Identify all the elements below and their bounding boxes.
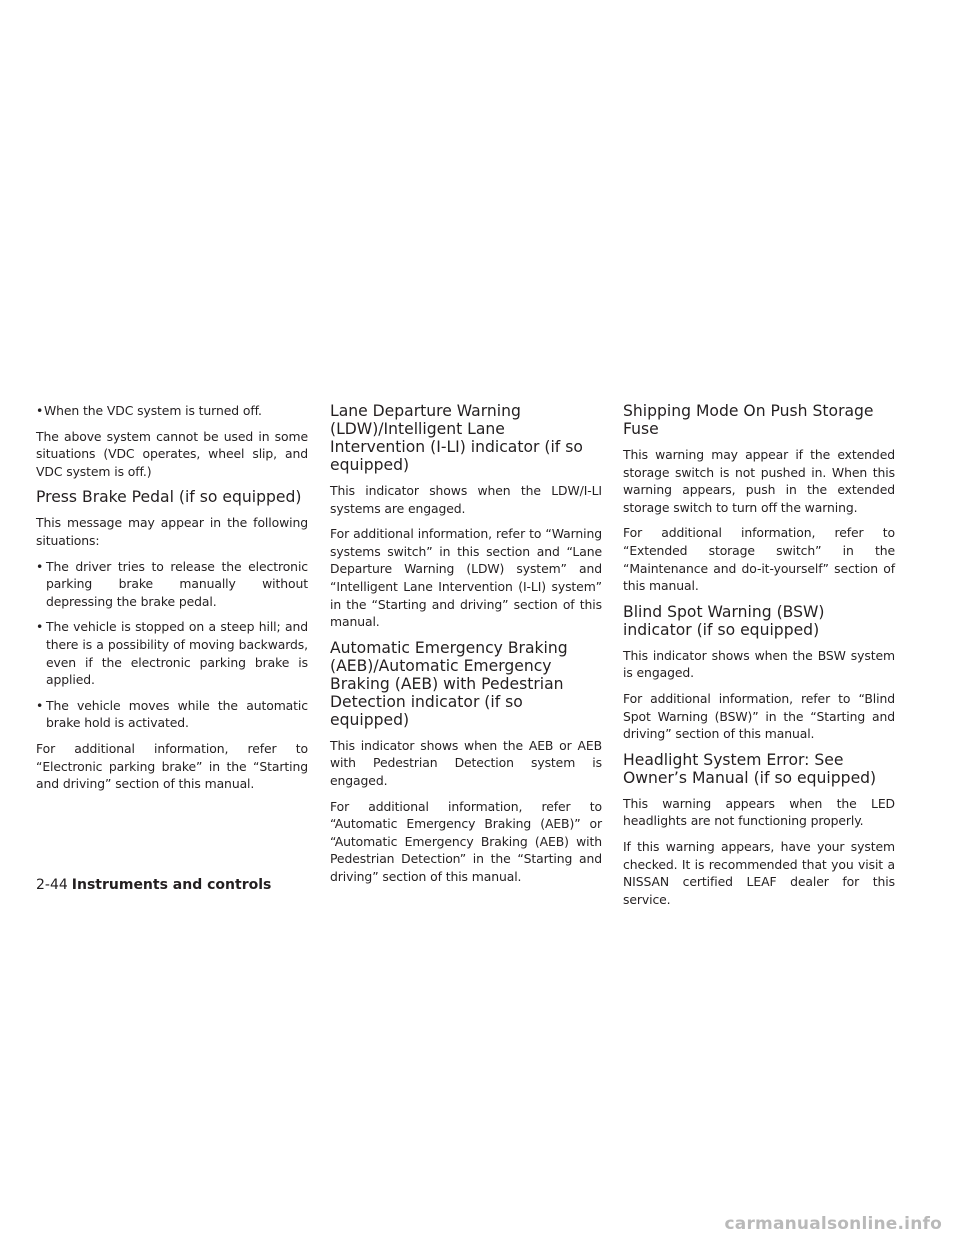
paragraph-system-unavailable: The above system cannot be used in some situations (VDC operates, wheel slip, and VDC system is off.) <box>36 428 308 479</box>
paragraph-bsw-engaged: This indicator shows when the BSW system is engaged. <box>623 647 895 681</box>
heading-ldw-ili-indicator: Lane Departure Warning (LDW)/Intelligent Lane Intervention (I-LI) indicator (if so equipped) <box>330 402 583 474</box>
paragraph-refer-warning-systems: For additional information, refer to “Warning systems switch” in this section and “Lane Departure Warning (LDW) system” and “Intelligent Lane Intervention (I-LI) system” in the “Starting and driving” section of this manual. <box>330 526 602 630</box>
column-right <box>623 402 895 916</box>
heading-bsw-indicator: Blind Spot Warning (BSW) indicator (if so equipped) <box>623 602 825 639</box>
paragraph-refer-parking-brake: For additional information, refer to “Electronic parking brake” in the “Starting and driving” section of this manual. <box>36 740 308 792</box>
watermark: carmanualsonline.info <box>724 1214 942 1234</box>
heading-headlight-error: Headlight System Error: See Owner’s Manual (if so equipped) <box>623 750 877 787</box>
heading-shipping-mode: Shipping Mode On Push Storage Fuse <box>623 402 874 438</box>
page-footer <box>36 876 271 894</box>
paragraph-refer-aeb: For additional information, refer to “Automatic Emergency Braking (AEB)” or “Automatic Emergency Braking (AEB) with Pedestrian Detection” in the “Starting and driving” section of this manual. <box>330 798 602 884</box>
paragraph-visit-dealer: If this warning appears, have your system checked. It is recommended that you visit a NISSAN certified LEAF dealer for this service. <box>623 838 895 907</box>
paragraph-refer-bsw: For additional information, refer to “Blind Spot Warning (BSW)” in the “Starting and driving” section of this manual. <box>623 690 895 742</box>
page-number: 2-44 <box>36 877 68 893</box>
heading-press-brake-pedal: Press Brake Pedal (if so equipped) <box>36 488 302 507</box>
bullet-release-parking-brake: • The driver tries to release the electronic parking brake manually without depressing the brake pedal. <box>36 558 308 611</box>
bullet-vdc-off: • When the VDC system is turned off. <box>36 402 308 420</box>
bullet-steep-hill: • The vehicle is stopped on a steep hill; and there is a possibility of moving backwards, even if the electronic parking brake is applied. <box>36 618 308 688</box>
paragraph-ldw-ili-engaged: This indicator shows when the LDW/I-LI systems are engaged. <box>330 483 602 516</box>
heading-aeb-indicator: Automatic Emergency Braking (AEB)/Automatic Emergency Braking (AEB) with Pedestrian Detection indicator (if so equipped) <box>330 638 568 729</box>
column-left <box>36 402 308 801</box>
paragraph-message-situations: This message may appear in the following situations: <box>36 515 308 548</box>
paragraph-headlight-warning: This warning appears when the LED headlights are not functioning properly. <box>623 795 895 829</box>
paragraph-refer-storage-switch: For additional information, refer to “Extended storage switch” in the “Maintenance and do-it-yourself” section of this manual. <box>623 525 895 594</box>
section-title: Instruments and controls <box>71 877 272 893</box>
paragraph-aeb-engaged: This indicator shows when the AEB or AEB with Pedestrian Detection system is engaged. <box>330 737 602 788</box>
column-middle <box>330 402 602 894</box>
bullet-brake-hold: • The vehicle moves while the automatic brake hold is activated. <box>36 697 308 732</box>
paragraph-storage-switch-warning: This warning may appear if the extended storage switch is not pushed in. When this warning appears, push in the extended storage switch to turn off the warning. <box>623 447 895 515</box>
